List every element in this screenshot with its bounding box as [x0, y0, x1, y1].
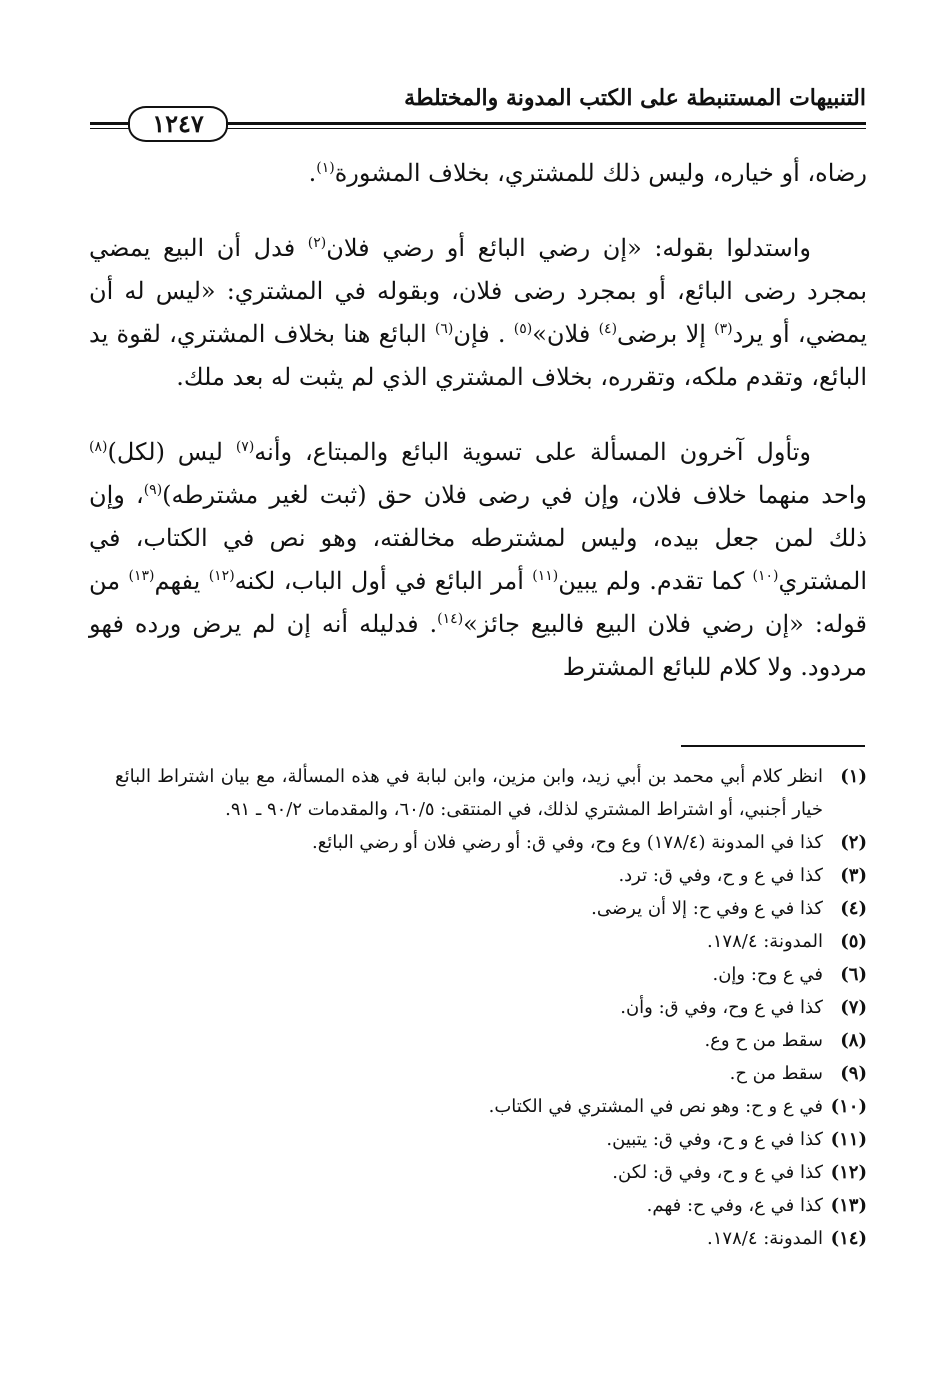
- text-run: واستدلوا بقوله: «إن رضي البائع أو رضي فلان: [326, 234, 811, 262]
- footnote-number: (٨): [840, 1030, 867, 1051]
- footnote: [115, 1222, 867, 1255]
- footnote: [115, 760, 867, 826]
- body-paragraph: [89, 152, 867, 195]
- main-text: [89, 152, 867, 689]
- footnote: [115, 1123, 867, 1156]
- footnote-number: (٦): [840, 964, 867, 985]
- footnote-ref: (١): [316, 160, 335, 176]
- footnote-ref: (٦): [434, 321, 454, 337]
- footnote: [115, 991, 867, 1024]
- footnote-text: كذا في المدونة (١٧٨/٤) وع وح، وفي ق: أو رضي فلان أو رضي البائع.: [311, 832, 823, 853]
- footnote-ref: (١١): [532, 568, 559, 584]
- footnote-ref: (١٣): [128, 568, 155, 584]
- text-run: . فإن: [453, 320, 514, 348]
- footnote-text: سقط من ح.: [729, 1063, 823, 1084]
- footnote: [115, 1189, 867, 1222]
- footnote-number: (٣): [840, 865, 867, 886]
- footnote-separator: [681, 745, 865, 747]
- text-run: ، وإن ذلك لمن جعل بيده، وليس لمشترطه مخالفته، وهو نص في الكتاب، في المشتري: [89, 481, 868, 595]
- footnote: [115, 859, 867, 892]
- footnote: [115, 1090, 867, 1123]
- footnote-text: كذا في ع وفي ح: إلا أن يرضى.: [591, 898, 823, 919]
- footnote-number: (٥): [840, 931, 867, 952]
- body-paragraph: [89, 431, 867, 689]
- footnote-ref: (١٢): [208, 568, 235, 584]
- page-number: ١٢٤٧: [128, 106, 228, 142]
- footnote-ref: (١٠): [752, 568, 779, 584]
- text-run: كما تقدم. ولم يبين: [558, 567, 753, 595]
- paragraph-gap: [89, 399, 867, 431]
- footnote: [115, 1156, 867, 1189]
- footnote-text: انظر كلام أبي محمد بن أبي زيد، وابن مزين، وابن لبابة في هذه المسألة، مع بيان اشتراط البائع خيار أجنبي، أو اشتراط المشتري لذلك، في المنتقى: ٦٠/٥، والمقدمات ٩٠/٢ ـ ٩١.: [115, 766, 823, 820]
- paragraph-gap: [89, 195, 867, 227]
- footnote-number: (١٠): [830, 1096, 867, 1117]
- footnote-number: (١١): [830, 1129, 867, 1150]
- footnote-ref: (٨): [89, 439, 108, 455]
- footnote-ref: (٧): [235, 439, 255, 455]
- footnote-ref: (٣): [714, 321, 733, 337]
- footnote-text: في ع و ح: وهو نص في المشتري في الكتاب.: [488, 1096, 823, 1117]
- running-title: التنبيهات المستنبطة على الكتب المدونة والمختلطة: [404, 85, 866, 111]
- text-run: البائع هنا بخلاف المشتري، لقوة يد البائع، وتقدم ملكه، وتقرره، بخلاف المشتري الذي لم يثبت له بعد ملك.: [89, 320, 867, 391]
- footnote-number: (١٣): [830, 1195, 867, 1216]
- text-run: واحد منهما خلاف فلان، وإن في رضى فلان حق (ثبت لغير مشترطه): [162, 481, 867, 509]
- footnote-number: (٢): [840, 832, 867, 853]
- footnote-number: (١٢): [830, 1162, 867, 1183]
- footnote-text: كذا في ع وح، وفي ق: وأن.: [620, 997, 823, 1018]
- footnote: [115, 958, 867, 991]
- footnote: [115, 925, 867, 958]
- footnote-number: (١٤): [830, 1228, 867, 1249]
- footnote-number: (١): [840, 766, 867, 787]
- footnote: [115, 1057, 867, 1090]
- text-run: فلان»: [532, 320, 599, 348]
- footnote: [115, 826, 867, 859]
- text-run: . فدليله أنه إن لم يرض ورده فهو مردود. ولا كلام للبائع المشترط: [89, 610, 867, 681]
- footnote: [115, 1024, 867, 1057]
- text-run: من قوله: «إن رضي فلان البيع فالبيع جائز»: [89, 567, 868, 638]
- footnote-text: في ع وح: وإن.: [712, 964, 823, 985]
- text-run: يفهم: [154, 567, 209, 595]
- footnote-ref: (٩): [143, 482, 163, 498]
- footnote-text: المدونة: ١٧٨/٤.: [707, 931, 823, 952]
- footnote-ref: (٢): [307, 235, 327, 251]
- footnote-text: كذا في ع و ح، وفي ق: ترد.: [618, 865, 823, 886]
- footnote-ref: (٤): [598, 321, 618, 337]
- footnote-ref: (١٤): [437, 611, 464, 627]
- footnote-text: كذا في ع و ح، وفي ق: يتبين.: [606, 1129, 823, 1150]
- footnote-ref: (٥): [513, 321, 533, 337]
- footnote-number: (٤): [840, 898, 867, 919]
- footnote-text: كذا في ع و ح، وفي ق: لكن.: [612, 1162, 823, 1183]
- body-paragraph: [89, 227, 867, 399]
- footnote-number: (٧): [840, 997, 867, 1018]
- page-header: [90, 84, 866, 138]
- footnote-number: (٩): [840, 1063, 867, 1084]
- text-run: وتأول آخرون المسألة على تسوية البائع والمبتاع، وأنه: [254, 438, 811, 466]
- text-run: ليس (لكل): [107, 438, 236, 466]
- footnote-text: سقط من ح وع.: [704, 1030, 823, 1051]
- footnote-text: كذا في ع، وفي ح: فهم.: [646, 1195, 823, 1216]
- text-run: أمر البائع في أول الباب، لكنه: [234, 567, 533, 595]
- text-run: فدل أن البيع يمضي بمجرد رضى البائع، أو بمجرد رضى فلان، وبقوله في المشتري: «ليس له أن يمضي، أو يرد: [89, 234, 868, 348]
- footnote: [115, 892, 867, 925]
- text-run: .: [308, 159, 317, 187]
- text-run: رضاه، أو خياره، وليس ذلك للمشتري، بخلاف المشورة: [334, 159, 867, 187]
- footnotes: [115, 760, 867, 1255]
- footnote-text: المدونة: ١٧٨/٤.: [707, 1228, 823, 1249]
- text-run: إلا برضى: [617, 320, 715, 348]
